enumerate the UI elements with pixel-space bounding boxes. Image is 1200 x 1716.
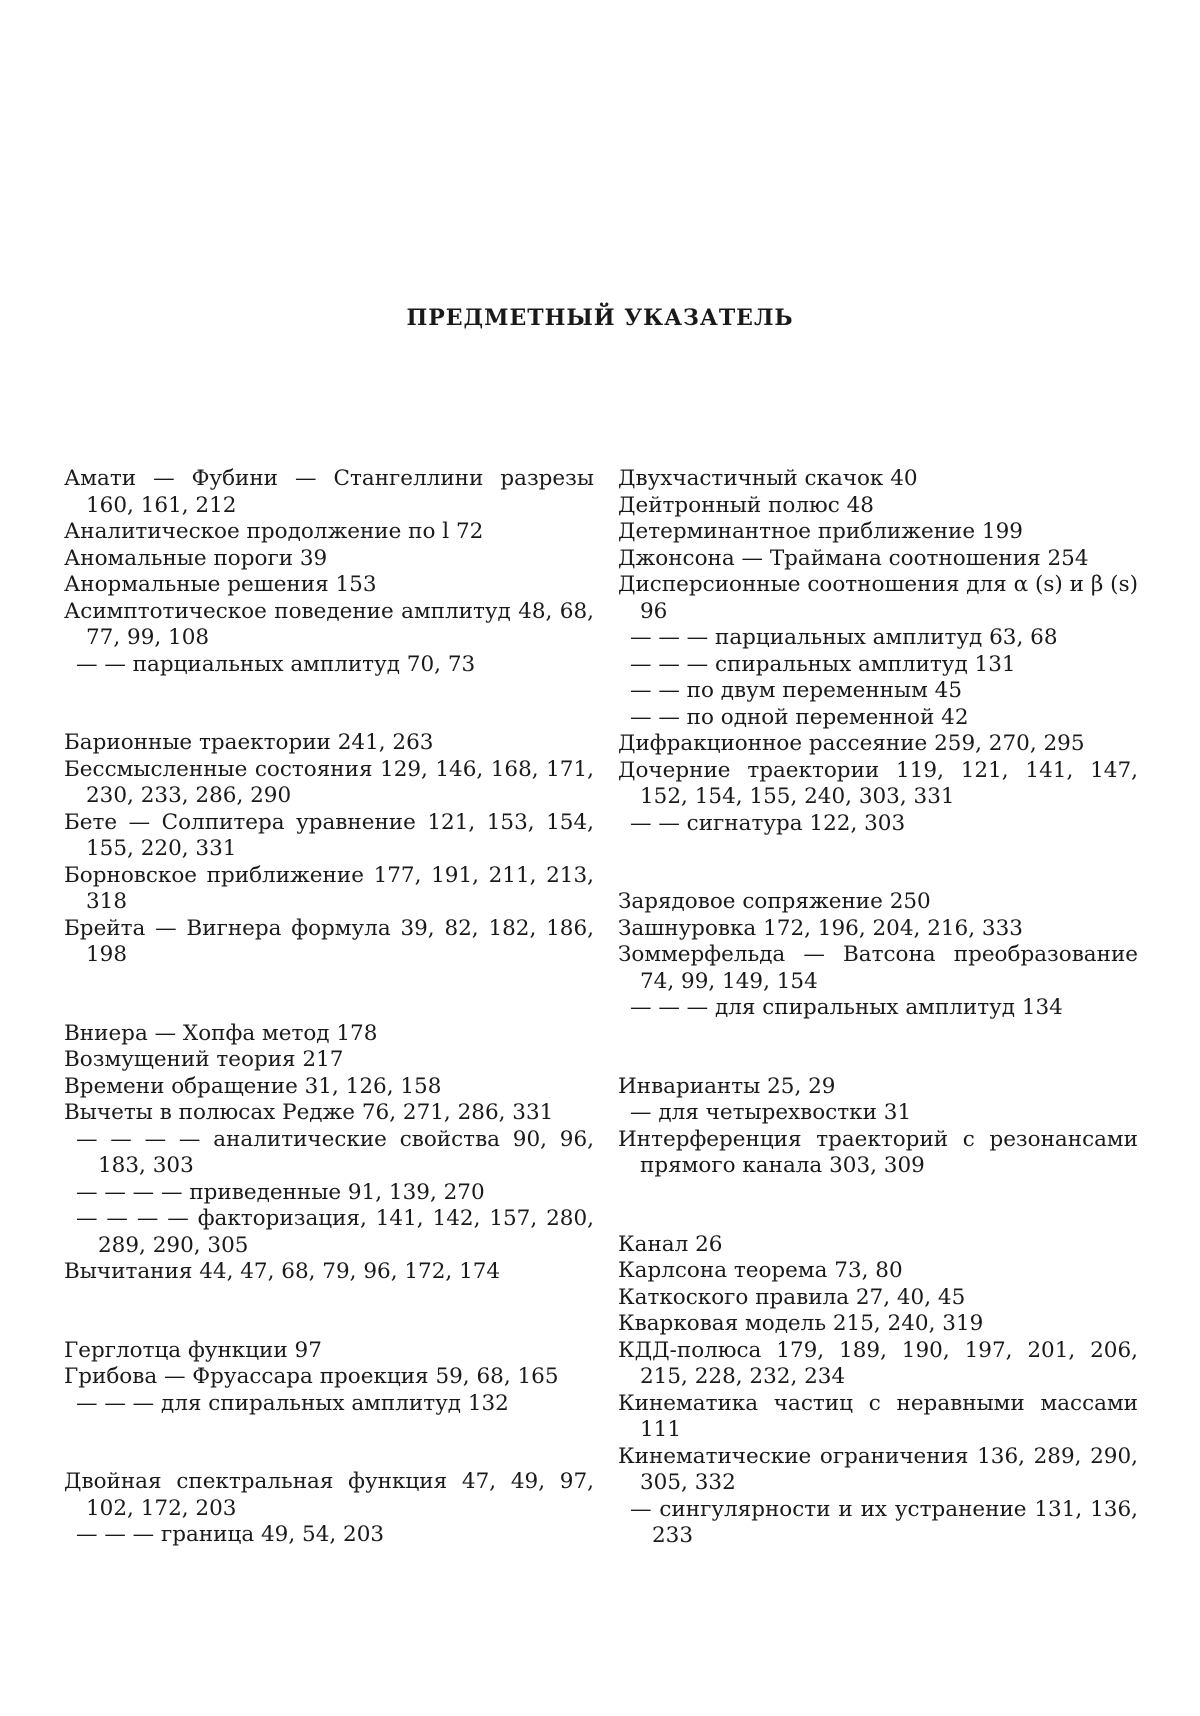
index-entry: Времени обращение 31, 126, 158: [64, 1073, 442, 1099]
page-title: ПРЕДМЕТНЫЙ УКАЗАТЕЛЬ: [406, 305, 794, 331]
index-entry: Каткоского правила 27, 40, 45: [618, 1284, 966, 1310]
index-entry: — — — спиральных амплитуд 131: [630, 651, 1016, 677]
index-entry: Зоммерфельда — Ватсона преобразование 74, 99, 149, 154: [618, 942, 1138, 994]
index-section: [64, 730, 594, 969]
index-section: [64, 466, 594, 678]
index-entry: Асимптотическое поведение амплитуд 48, 68, 77, 99, 108: [64, 598, 594, 650]
index-entry: Карлсона теорема 73, 80: [618, 1258, 903, 1283]
index-entry: Вычитания 44, 47, 68, 79, 96, 172, 174: [64, 1259, 501, 1284]
index-entry: Детерминантное приближение 199: [618, 519, 1023, 544]
index-entry: Интерференция траекторий с резонансами прямого канала 303, 309: [618, 1126, 1138, 1178]
index-entry: Кварковая модель 215, 240, 319: [618, 1311, 984, 1336]
index-entry: Дифракционное рассеяние 259, 270, 295: [618, 731, 1085, 756]
index-entry: — — по одной переменной 42: [630, 704, 969, 730]
index-entry: Дочерние траектории 119, 121, 141, 147, 152, 154, 155, 240, 303, 331: [618, 757, 1138, 809]
index-entry: Амати — Фубини — Стангеллини разрезы 160, 161, 212: [64, 466, 594, 518]
index-entry: — — — граница 49, 54, 203: [76, 1522, 385, 1547]
index-entry: Инварианты 25, 29: [618, 1073, 836, 1099]
index-entry: Дисперсионные соотношения для α (s) и β (s) 96: [618, 572, 1138, 624]
index-entry: — сингулярности и их устранение 131, 136, 233: [630, 1496, 1138, 1548]
index-entry: Возмущений теория 217: [64, 1047, 344, 1072]
index-entry: Анормальные решения 153: [64, 572, 377, 597]
index-section: [64, 1338, 594, 1418]
index-entry: Двухчастичный скачок 40: [618, 466, 918, 491]
index-entry: Двойная спектральная функция 47, 49, 97, 102, 172, 203: [64, 1469, 594, 1521]
index-entry: Аномальные пороги 39: [64, 545, 328, 571]
index-section: [618, 1074, 1138, 1180]
index-section: [618, 1232, 1138, 1550]
index-entry: Аналитическое продолжение по l 72: [64, 519, 484, 544]
index-entry: Борновское приближение 177, 191, 211, 213, 318: [64, 862, 594, 914]
index-entry: Грибова — Фруассара проекция 59, 68, 165: [64, 1364, 559, 1389]
index-entry: — — — — факторизация, 141, 142, 157, 280, 289, 290, 305: [76, 1206, 594, 1258]
index-entry: Кинематические ограничения 136, 289, 290, 305, 332: [618, 1443, 1138, 1495]
index-section: [618, 466, 1138, 837]
index-entry: Джонсона — Траймана соотношения 254: [618, 545, 1089, 571]
index-entry: Вычеты в полюсах Редже 76, 271, 286, 331: [64, 1100, 554, 1125]
index-entry: КДД-полюса 179, 189, 190, 197, 201, 206, 215, 228, 232, 234: [618, 1337, 1138, 1389]
index-entry: Вниера — Хопфа метод 178: [64, 1020, 378, 1046]
index-entry: — — — парциальных амплитуд 63, 68: [630, 625, 1058, 650]
index-entry: — — — для спиральных амплитуд 132: [76, 1390, 509, 1416]
index-entry: — — — для спиральных амплитуд 134: [630, 995, 1063, 1020]
index-entry: Брейта — Вигнера формула 39, 82, 182, 186, 198: [64, 915, 594, 967]
index-entry: — — парциальных амплитуд 70, 73: [76, 651, 476, 677]
index-section: [618, 889, 1138, 1022]
index-entry: — — — — приведенные 91, 139, 270: [76, 1179, 485, 1205]
index-column-left: [64, 466, 594, 1601]
index-entry: Дейтронный полюс 48: [618, 492, 874, 518]
index-entry: Барионные траектории 241, 263: [64, 730, 434, 755]
index-entry: Зашнуровка 172, 196, 204, 216, 333: [618, 915, 1023, 941]
index-entry: Канал 26: [618, 1231, 723, 1257]
index-section: [64, 1021, 594, 1286]
index-entry: — — по двум переменным 45: [630, 678, 963, 703]
index-entry: Бете — Солпитера уравнение 121, 153, 154, 155, 220, 331: [64, 809, 594, 861]
index-entry: — — сигнатура 122, 303: [630, 810, 906, 836]
index-entry: Кинематика частиц с неравными массами 111: [618, 1390, 1138, 1442]
index-entry: — — — — аналитические свойства 90, 96, 183, 303: [76, 1126, 594, 1178]
index-entry: — для четырехвостки 31: [630, 1100, 912, 1125]
index-column-right: [618, 466, 1138, 1602]
index-entry: Зарядовое сопряжение 250: [618, 889, 931, 914]
index-entry: Бессмысленные состояния 129, 146, 168, 171, 230, 233, 286, 290: [64, 756, 594, 808]
index-entry: Герглотца функции 97: [64, 1337, 322, 1363]
index-section: [64, 1469, 594, 1549]
